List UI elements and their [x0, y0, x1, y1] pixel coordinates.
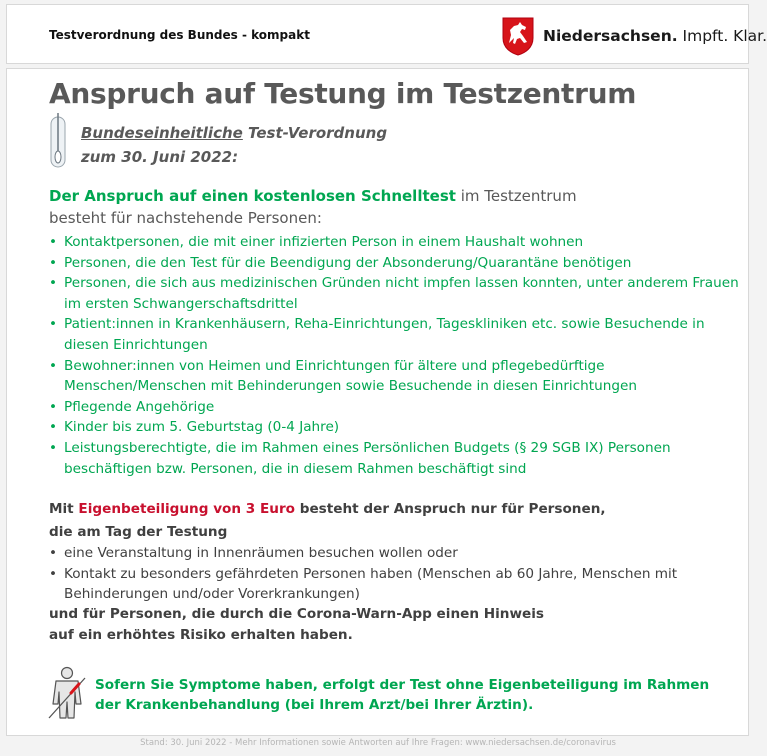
brand-name: Niedersachsen. — [543, 27, 678, 45]
list-item: • Patient:innen in Krankenhäusern, Reha-Einrichtungen, Tageskliniken etc. sowie Besuchende in diesen Einrichtungen — [49, 314, 739, 355]
person-swab-icon — [45, 666, 89, 720]
subtitle-underlined: Bundeseinheitliche — [81, 124, 243, 142]
swab-test-icon — [45, 113, 73, 171]
paid-intro — [49, 501, 606, 517]
lead-line-2: besteht für nachstehende Personen: — [49, 209, 322, 227]
list-item: • Kinder bis zum 5. Geburtstag (0-4 Jahre) — [49, 417, 739, 438]
subtitle-line-1 — [81, 124, 387, 142]
list-item: • Kontaktpersonen, die mit einer infizierten Person in einem Haushalt wohnen — [49, 232, 739, 253]
niedersachsen-horse-logo — [501, 16, 535, 56]
free-test-list — [49, 232, 739, 479]
page-title: Anspruch auf Testung im Testzentrum — [49, 77, 637, 110]
list-item: • Kontakt zu besonders gefährdeten Personen haben (Menschen ab 60 Jahre, Menschen mit Behinderungen und/oder Vorerkrankungen) — [49, 564, 739, 605]
brand-slogan: Impft. Klar. — [677, 27, 767, 45]
paid-test-list — [49, 543, 739, 605]
header-title: Testverordnung des Bundes - kompakt — [49, 28, 310, 42]
list-item: • eine Veranstaltung in Innenräumen besuchen wollen oder — [49, 543, 739, 564]
list-item: • Bewohner:innen von Heimen und Einrichtungen für ältere und pflegebedürftige Menschen/Menschen mit Behinderungen sowie Besuchende in diesen Einrichtungen — [49, 356, 739, 397]
lead-line-1 — [49, 187, 577, 205]
list-item: • Personen, die den Test für die Beendigung der Absonderung/Quarantäne benötigen — [49, 253, 739, 274]
lead-rest: im Testzentrum — [455, 187, 577, 205]
content-card — [6, 68, 749, 736]
lead-highlight: Der Anspruch auf einen kostenlosen Schnelltest — [49, 187, 456, 205]
subtitle-rest: Test-Verordnung — [242, 124, 388, 142]
paid-suffix: besteht der Anspruch nur für Personen, — [295, 501, 606, 517]
symptom-line-1: Sofern Sie Symptome haben, erfolgt der Test ohne Eigenbeteiligung im Rahmen — [95, 677, 710, 693]
list-item: • Pflegende Angehörige — [49, 397, 739, 418]
brand-text — [543, 27, 767, 45]
symptom-line-2: der Krankenbehandlung (bei Ihrem Arzt/bei Ihrer Ärztin). — [95, 697, 534, 713]
brand-logo — [501, 16, 767, 56]
cwa-line-1: und für Personen, die durch die Corona-Warn-App einen Hinweis — [49, 606, 544, 622]
paid-intro-line-2: die am Tag der Testung — [49, 524, 228, 540]
cwa-line-2: auf ein erhöhtes Risiko erhalten haben. — [49, 627, 353, 643]
list-item: • Personen, die sich aus medizinischen Gründen nicht impfen lassen konnten, unter anderem Frauen im ersten Schwangerschaftsdrittel — [49, 273, 739, 314]
paid-prefix: Mit — [49, 501, 79, 517]
list-item: • Leistungsberechtigte, die im Rahmen eines Persönlichen Budgets (§ 29 SGB IX) Personen beschäftigen bzw. Personen, die in diesem Rahmen beschäftigt sind — [49, 438, 739, 479]
paid-highlight: Eigenbeteiligung von 3 Euro — [78, 501, 295, 517]
footer-note: Stand: 30. Juni 2022 - Mehr Informationen sowie Antworten auf Ihre Fragen: www.niedersachsen.de/coronavirus — [140, 738, 616, 748]
header-bar — [6, 4, 767, 64]
subtitle-date: zum 30. Juni 2022: — [81, 148, 239, 166]
